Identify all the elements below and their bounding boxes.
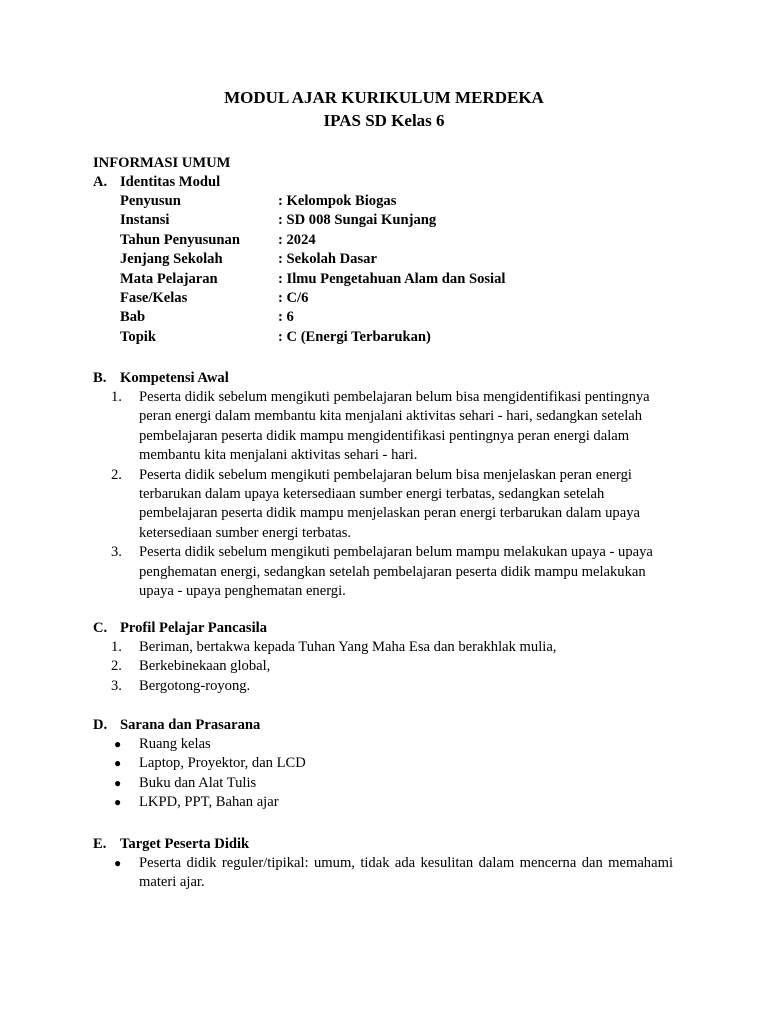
section-b-letter: B. (93, 370, 107, 386)
bullet-icon: ● (114, 795, 122, 810)
identity-label: Jenjang Sekolah (120, 251, 223, 268)
list-item (111, 388, 673, 466)
profile-list (111, 638, 673, 696)
list-text: Peserta didik sebelum mengikuti pembelajaran belum bisa mengidentifikasi pentingnya peran energi dalam membantu kita menjalani aktivitas sehari - hari, sedangkan setelah pembelajaran peserta didik mampu mengidentifikasi pentingnya peran energi dalam membantu kita menjalani aktivitas sehari - hari. (139, 389, 650, 464)
list-text: Peserta didik sebelum mengikuti pembelajaran belum mampu melakukan upaya - upaya penghematan energi, sedangkan setelah pembelajaran peserta didik mampu melakukan upaya - upaya penghematan energi. (139, 544, 653, 600)
list-number: 1. (111, 389, 122, 405)
list-item (114, 774, 673, 793)
identity-label: Penyusun (120, 193, 181, 209)
bullet-icon: ● (114, 737, 122, 751)
list-item (111, 638, 673, 657)
identity-label: Instansi (120, 212, 170, 229)
section-e-heading (93, 835, 249, 854)
list-item (114, 854, 673, 893)
target-list (114, 854, 673, 893)
list-number: 1. (111, 639, 122, 655)
section-d-title: Sarana dan Prasarana (120, 717, 261, 733)
list-text: Peserta didik sebelum mengikuti pembelajaran belum bisa menjelaskan peran energi terbarukan dalam upaya ketersediaan sumber energi terbatas, sedangkan setelah pembelajaran peserta didik mampu menjelaskan peran energi terbarukan dalam upaya ketersediaan sumber energi terbatas. (139, 466, 640, 541)
list-text: Buku dan Alat Tulis (139, 774, 257, 791)
list-item (111, 466, 673, 544)
list-item (111, 657, 673, 676)
section-d-letter: D. (93, 717, 108, 733)
identity-value: : Sekolah Dasar (278, 251, 377, 268)
bullet-icon: ● (114, 856, 122, 870)
identity-label: Mata Pelajaran (120, 270, 218, 287)
identity-value: : C (Energi Terbarukan) (278, 328, 431, 345)
list-text: Bergotong-royong. (139, 677, 251, 694)
section-c-letter: C. (93, 620, 108, 636)
section-e-title: Target Peserta Didik (120, 836, 250, 852)
list-text: Peserta didik reguler/tipikal: umum, tidak ada kesulitan dalam mencerna dan memahami materi ajar. (139, 855, 673, 891)
section-b-title: Kompetensi Awal (120, 370, 229, 386)
section-b-heading (93, 369, 229, 388)
document-title: MODUL AJAR KURIKULUM MERDEKA (224, 88, 544, 107)
identity-row-penyusun (120, 192, 505, 211)
identity-value: : 6 (278, 309, 294, 326)
list-text: LKPD, PPT, Bahan ajar (139, 794, 279, 811)
info-heading: INFORMASI UMUM (93, 155, 231, 171)
list-item (111, 543, 673, 601)
identity-row-mapel (120, 270, 505, 289)
list-text: Laptop, Proyektor, dan LCD (139, 755, 306, 772)
section-a-title: Identitas Modul (120, 174, 221, 190)
section-c-title: Profil Pelajar Pancasila (120, 620, 267, 636)
facility-list (114, 735, 673, 813)
identity-value: : 2024 (278, 231, 316, 248)
competency-list (111, 388, 673, 601)
list-text: Beriman, bertakwa kepada Tuhan Yang Maha Esa dan berakhlak mulia, (139, 639, 557, 655)
section-a-letter: A. (93, 174, 108, 190)
list-item (114, 754, 673, 773)
identity-table (120, 192, 505, 347)
identity-row-fase (120, 289, 505, 308)
identity-label: Tahun Penyusunan (120, 231, 240, 248)
section-e-letter: E. (93, 836, 107, 852)
bullet-icon: ● (114, 775, 122, 790)
identity-label: Fase/Kelas (120, 289, 188, 306)
list-item (114, 793, 673, 812)
list-number: 3. (111, 677, 122, 694)
list-item (114, 735, 673, 754)
section-c-heading (93, 619, 267, 638)
list-text: Ruang kelas (139, 736, 211, 752)
identity-value: : SD 008 Sungai Kunjang (278, 212, 437, 229)
identity-row-tahun (120, 231, 505, 250)
identity-value: : Ilmu Pengetahuan Alam dan Sosial (278, 270, 506, 287)
list-text: Berkebinekaan global, (139, 658, 271, 675)
identity-row-topik (120, 328, 505, 347)
list-number: 3. (111, 544, 122, 561)
identity-label: Topik (120, 328, 156, 345)
identity-label: Bab (120, 309, 146, 326)
list-item (111, 677, 673, 696)
identity-row-bab (120, 308, 505, 327)
identity-value: : C/6 (278, 289, 309, 306)
identity-row-jenjang (120, 250, 505, 269)
list-number: 2. (111, 466, 122, 483)
identity-row-instansi (120, 211, 505, 230)
identity-value: : Kelompok Biogas (278, 193, 397, 209)
bullet-icon: ● (114, 756, 122, 771)
list-number: 2. (111, 658, 122, 675)
section-a-heading (93, 173, 220, 192)
document-subtitle: IPAS SD Kelas 6 (323, 111, 445, 130)
section-d-heading (93, 716, 260, 735)
